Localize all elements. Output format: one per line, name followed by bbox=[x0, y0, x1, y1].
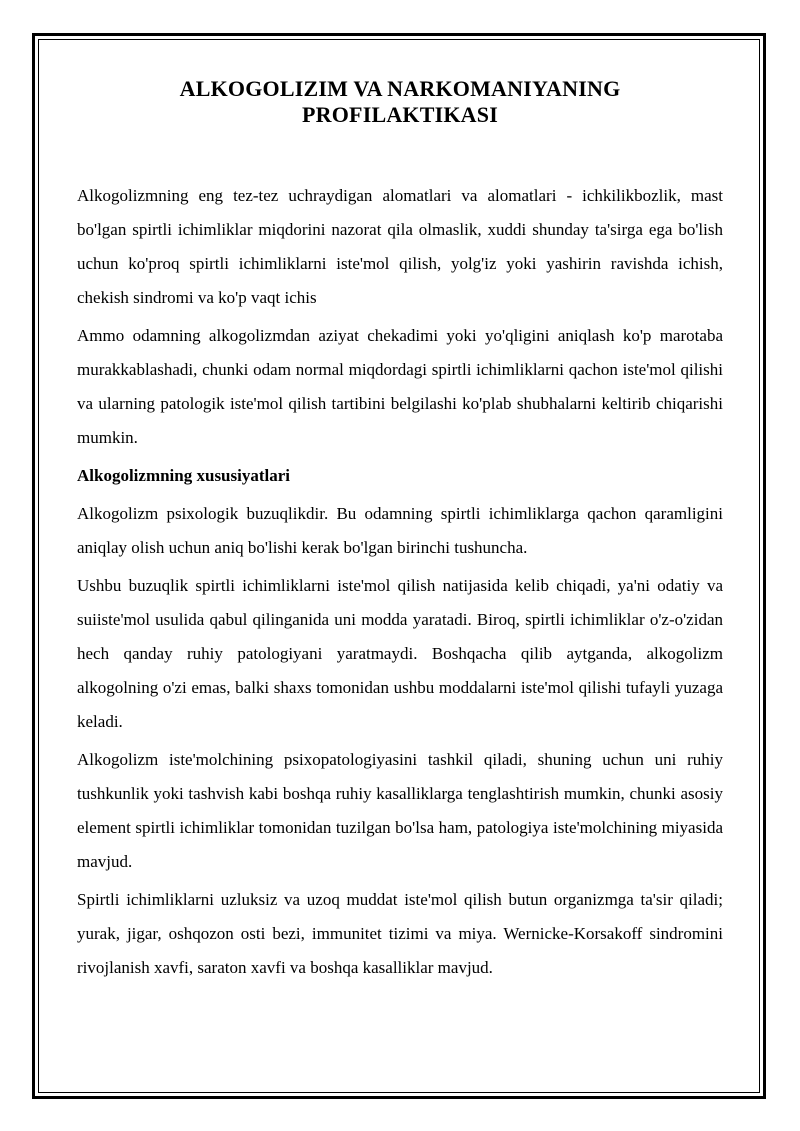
paragraph-diagnosis: Ammo odamning alkogolizmdan aziyat chekadimi yoki yo'qligini aniqlash ko'p marotaba murakkablashadi, chunki odam normal miqdordagi spirtli ichimliklarni qachon iste'mol qilishi va ularning patologik iste'mol qilish tartibini belgilashi ko'plab shubhalarni keltirib chiqarishi mumkin. bbox=[77, 326, 723, 447]
title-line-2: PROFILAKTIKASI bbox=[302, 102, 498, 127]
paragraph-psychopathology: Alkogolizm iste'molchining psixopatologiyasini tashkil qiladi, shuning uchun uni ruhiy tushkunlik yoki tashvish kabi boshqa ruhiy kasalliklarga tenglashtirish mumkin, chunki asosiy element spirtli ichimliklar tomonidan tuzilgan bo'lsa ham, patologiya iste'molchining miyasida mavjud. bbox=[77, 750, 723, 871]
paragraph-psychological-disorder: Alkogolizm psixologik buzuqlikdir. Bu odamning spirtli ichimliklarga qachon qaramligini aniqlay olish uchun aniq bo'lishi kerak bo'lgan birinchi tushuncha. bbox=[77, 504, 723, 557]
paragraph-cause: Ushbu buzuqlik spirtli ichimliklarni iste'mol qilish natijasida kelib chiqadi, ya'ni odatiy va suiiste'mol usulida qabul qilinganida uni modda yaratadi. Biroq, spirtli ichimliklar o'z-o'zidan hech qanday ruhiy patologiyani yaratmaydi. Boshqacha qilib aytganda, alkogolizm alkogolning o'zi emas, balki shaxs tomonidan ushbu moddalarni iste'mol qilishi tufayli yuzaga keladi. bbox=[77, 576, 723, 731]
document-title bbox=[77, 76, 723, 128]
paragraph-symptoms: Alkogolizmning eng tez-tez uchraydigan alomatlari va alomatlari - ichkilikbozlik, mast bo'lgan spirtli ichimliklar miqdorini nazorat qila olmaslik, xuddi shunday ta'sirga ega bo'lish uchun ko'proq spirtli ichimliklarni iste'mol qilish, yolg'iz yoki yashirin ravishda ichish, chekish sindromi va ko'p vaqt ichis bbox=[77, 186, 723, 307]
document-body bbox=[77, 76, 723, 989]
section-heading-features: Alkogolizmning xususiyatlari bbox=[77, 466, 291, 485]
paragraph-health-effects: Spirtli ichimliklarni uzluksiz va uzoq muddat iste'mol qilish butun organizmga ta'sir qiladi; yurak, jigar, oshqozon osti bezi, immunitet tizimi va miya. Wernicke-Korsakoff sindromini rivojlanish xavfi, saraton xavfi va boshqa kasalliklar mavjud. bbox=[77, 890, 723, 977]
title-line-1: ALKOGOLIZIM VA NARKOMANIYANING bbox=[179, 76, 621, 101]
